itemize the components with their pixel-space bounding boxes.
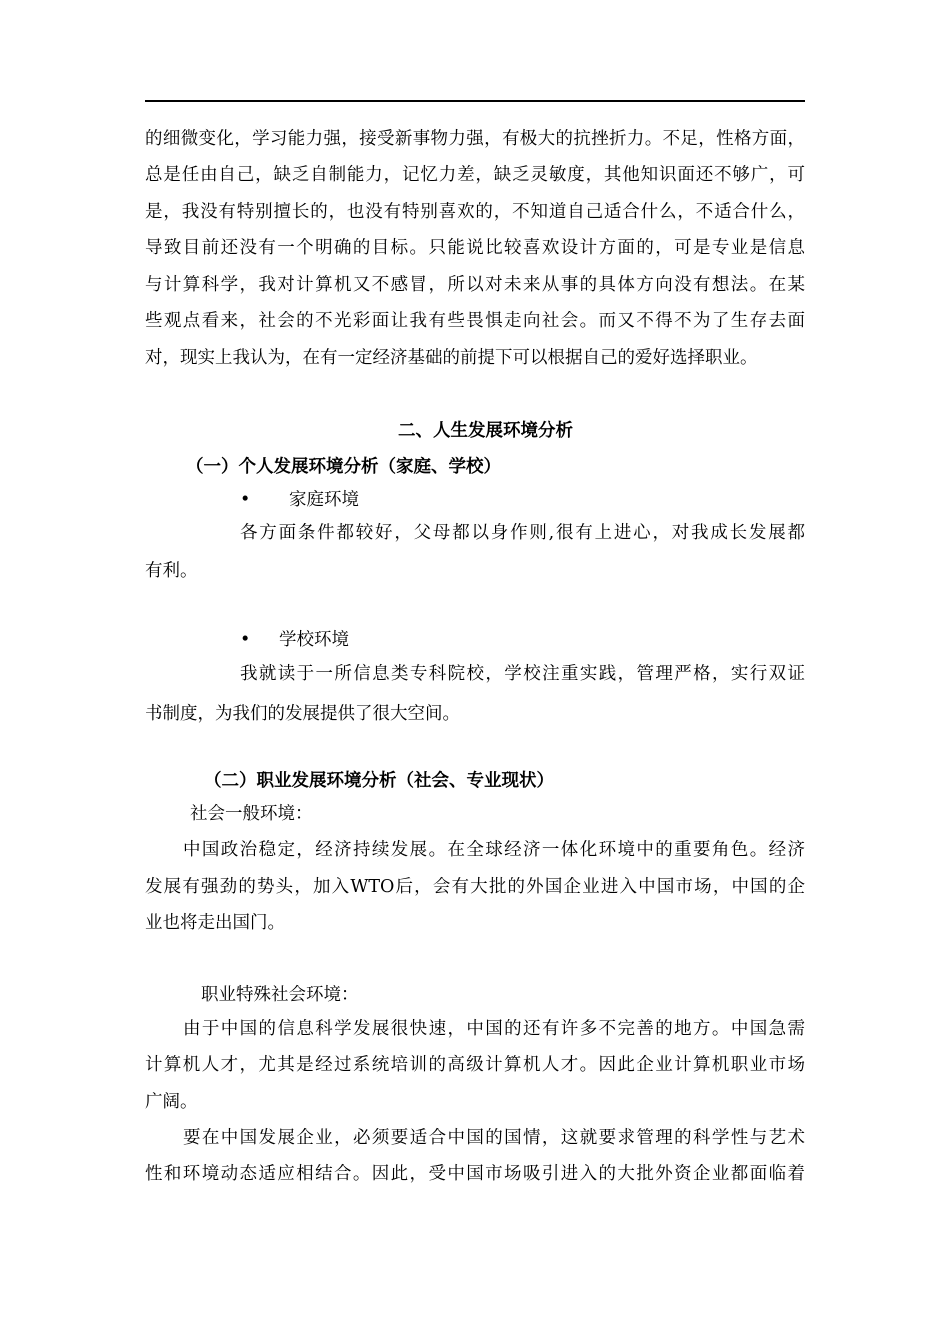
text-line: 的细微变化，学习能力强，接受新事物力强，有极大的抗挫折力。不足，性格方面， [145, 129, 805, 149]
text-line: 业也将走出国门。 [145, 913, 285, 933]
text-line: 各方面条件都较好，父母都以身作则,很有上进心，对我成长发展都 [240, 523, 805, 543]
text-line: 发展有强劲的势头，加入WTO后，会有大批的外国企业进入中国市场，中国的企 [145, 877, 805, 897]
text-line: 由于中国的信息科学发展很快速，中国的还有许多不完善的地方。中国急需 [183, 1019, 805, 1039]
text-line: 计算机人才，尤其是经过系统培训的高级计算机人才。因此企业计算机职业市场 [145, 1055, 805, 1075]
block-label: 职业特殊社会环境： [201, 985, 359, 1005]
bullet-label: 家庭环境 [289, 490, 359, 510]
bullet-icon: • [240, 630, 251, 650]
bullet-icon: • [240, 490, 251, 510]
text-line: 是，我没有特别擅长的，也没有特别喜欢的，不知道自己适合什么，不适合什么， [145, 202, 805, 222]
header-rule [145, 100, 805, 102]
text-line: 导致目前还没有一个明确的目标。只能说比较喜欢设计方面的，可是专业是信息 [145, 238, 805, 258]
section-title: 二、人生发展环境分析 [398, 421, 573, 441]
bullet-label: 学校环境 [279, 630, 349, 650]
subsection-title-personal: （一）个人发展环境分析（家庭、学校） [186, 457, 501, 477]
block-label: 社会一般环境： [190, 804, 313, 824]
text-line: 我就读于一所信息类专科院校，学校注重实践，管理严格，实行双证 [240, 664, 805, 684]
text-line: 广阔。 [145, 1092, 198, 1112]
text-line: 有利。 [145, 561, 198, 581]
text-line: 对，现实上我认为，在有一定经济基础的前提下可以根据自己的爱好选择职业。 [145, 348, 758, 368]
text-line: 书制度，为我们的发展提供了很大空间。 [145, 704, 460, 724]
text-line: 要在中国发展企业，必须要适合中国的国情，这就要求管理的科学性与艺术 [183, 1128, 805, 1148]
text-line: 些观点看来，社会的不光彩面让我有些畏惧走向社会。而又不得不为了生存去面 [145, 311, 805, 331]
text-line: 中国政治稳定，经济持续发展。在全球经济一体化环境中的重要角色。经济 [183, 840, 805, 860]
text-line: 与计算科学，我对计算机又不感冒，所以对未来从事的具体方向没有想法。在某 [145, 275, 805, 295]
text-line: 性和环境动态适应相结合。因此，受中国市场吸引进入的大批外资企业都面临着 [145, 1164, 805, 1184]
subsection-title-career: （二）职业发展环境分析（社会、专业现状） [204, 771, 554, 791]
text-line: 总是任由自己，缺乏自制能力，记忆力差，缺乏灵敏度，其他知识面还不够广，可 [145, 165, 805, 185]
